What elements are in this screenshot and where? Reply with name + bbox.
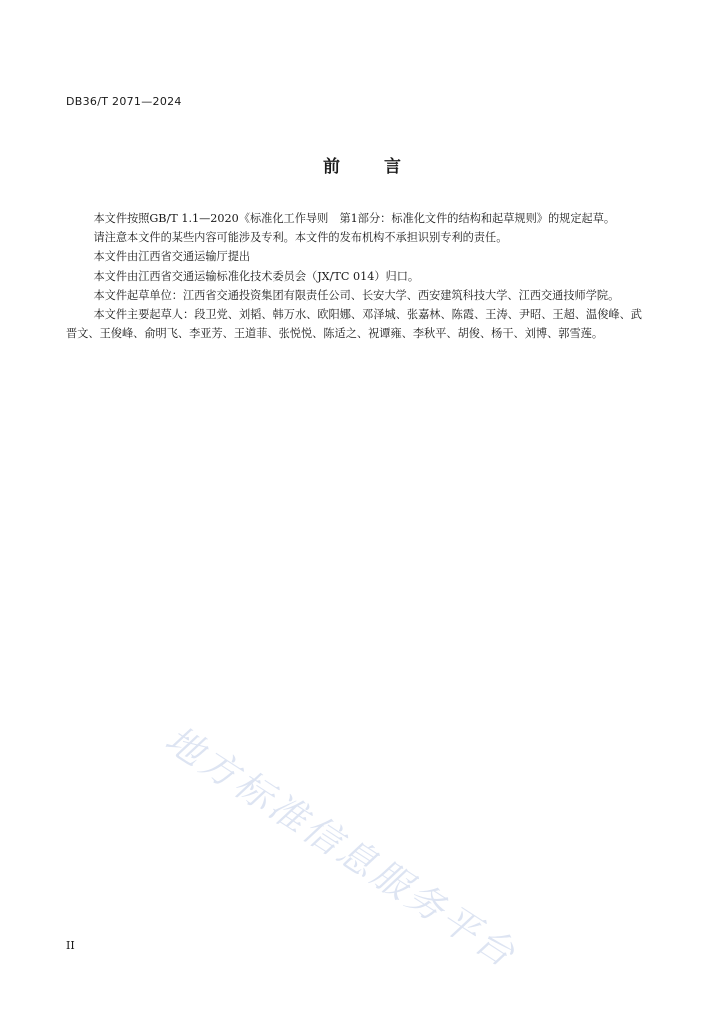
watermark-text: 地方标准信息服务平台 [157,717,525,977]
paragraph-main-drafters: 本文件主要起草人：段卫党、刘韬、韩万水、欧阳娜、邓泽城、张嘉林、陈霞、王涛、尹昭、王超、温俊峰、武晋文、王俊峰、俞明飞、李亚芳、王道菲、张悦悦、陈适之、祝谭雍、李秋平、胡俊、杨干、刘博、郭雪莲。 [66,308,642,341]
paragraph-under-jurisdiction: 本文件由江西省交通运输标准化技术委员会（JX/TC 014）归口。 [93,269,420,283]
page-number: II [66,939,75,952]
paragraph-proposed-by: 本文件由江西省交通运输厅提出 [93,250,251,264]
page-title: 前 言 [323,157,401,177]
paragraph-patent-notice: 请注意本文件的某些内容可能涉及专利。本文件的发布机构不承担识别专利的责任。 [93,231,508,245]
document-code: DB36/T 2071—2024 [66,95,182,108]
paragraph-drafting-units: 本文件起草单位：江西省交通投资集团有限责任公司、长安大学、西安建筑科技大学、江西交通技师学院。 [93,288,620,302]
document-body [66,209,642,343]
paragraph-drafting-rules: 本文件按照GB/T 1.1—2020《标准化工作导则 第1部分：标准化文件的结构和起草规则》的规定起草。 [93,212,616,225]
